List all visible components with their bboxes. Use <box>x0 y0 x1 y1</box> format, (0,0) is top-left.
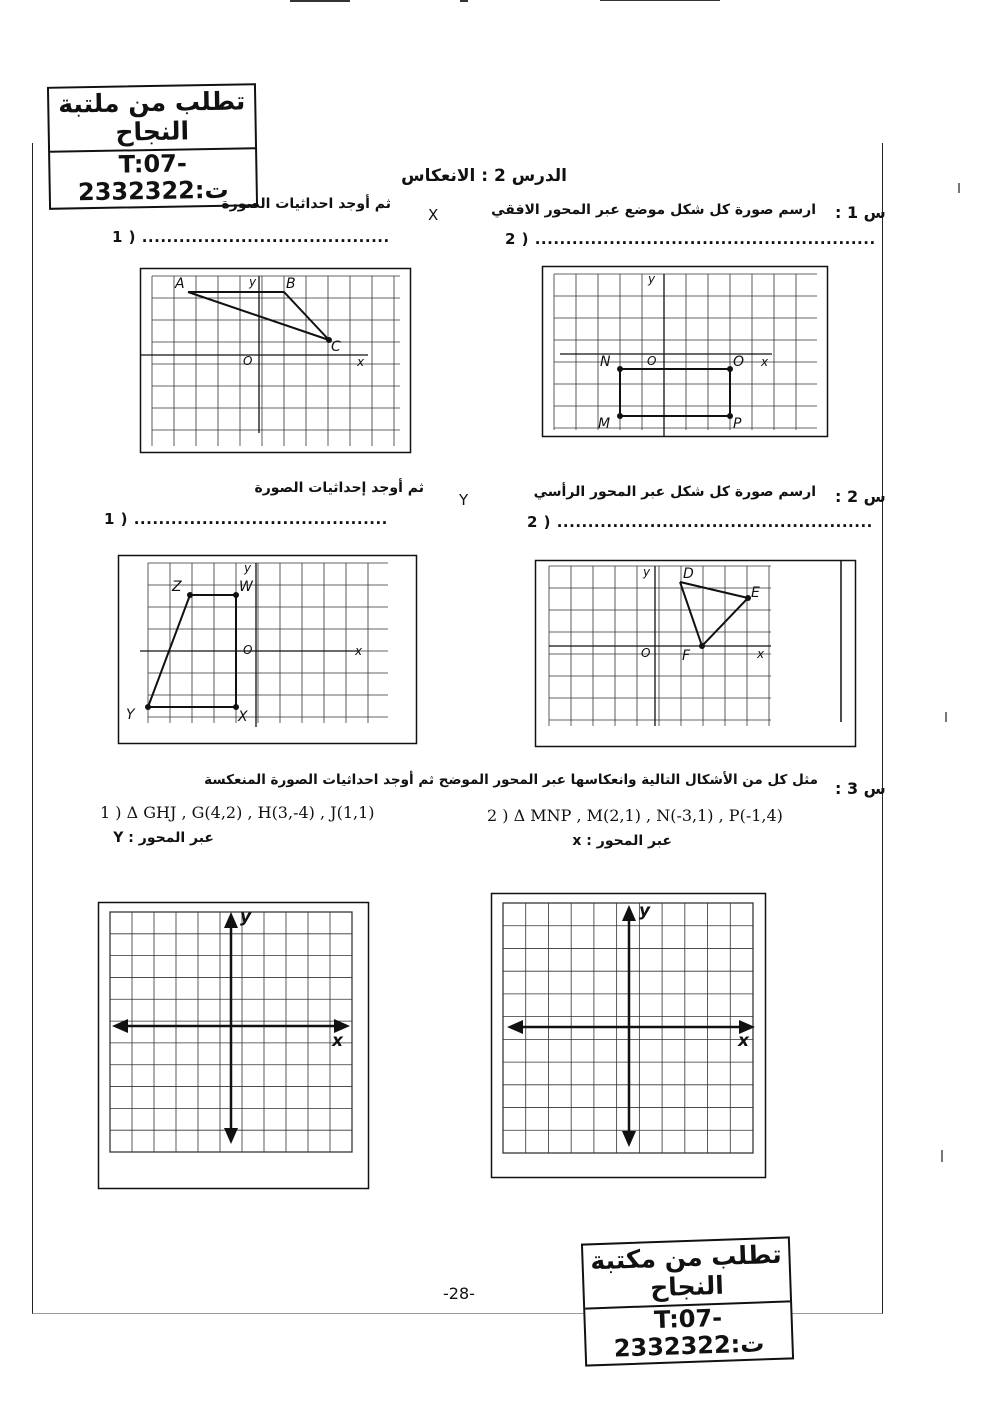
q1-then: ثم أوجد احداثيات الصورة <box>221 196 391 212</box>
q2-label: س 2 : <box>835 487 886 506</box>
point-m-dot <box>617 413 623 419</box>
x-axis-label: x <box>761 355 769 369</box>
point-b-label: B <box>286 276 296 292</box>
graph-border <box>99 903 369 1189</box>
scan-edge-mark <box>600 0 720 1</box>
point-d-label: D <box>683 566 694 582</box>
y-axis-label: y <box>244 561 252 575</box>
stamp-line-1: تطلب من ملتبة النجاح <box>49 85 255 152</box>
point-f-dot <box>699 643 705 649</box>
graph-border <box>543 267 828 437</box>
y-axis-label: y <box>249 275 257 289</box>
graph-border <box>536 561 856 747</box>
q1-axis: X <box>428 206 439 224</box>
point-f-label: F <box>682 648 691 664</box>
point-n-dot <box>617 366 623 372</box>
x-axis-label: x <box>355 644 363 658</box>
stamp-line-1: تطلب من مكتبة النجاح <box>583 1238 790 1309</box>
q2-answer-1: 1 ) ......................................... <box>104 510 388 528</box>
q1-answer-2: 2 ) ....................................................... <box>505 230 876 248</box>
y-axis-up-arrow <box>224 912 238 928</box>
x-axis-label: x <box>738 1031 749 1051</box>
scan-edge-mark <box>290 0 350 2</box>
q1-graph-1 <box>140 268 412 454</box>
point-o-label: O <box>733 354 745 370</box>
scan-speck <box>945 712 947 722</box>
x-axis-label: x <box>357 355 365 369</box>
grid-lines <box>554 274 817 430</box>
point-w-label: W <box>239 579 253 595</box>
y-axis-label: y <box>240 907 252 927</box>
point-p-label: P <box>733 416 742 432</box>
y-axis-down-arrow <box>224 1128 238 1144</box>
q3-graph-1 <box>98 902 370 1190</box>
y-axis-label: y <box>648 272 656 286</box>
point-z-label: Z <box>172 579 182 595</box>
q2-answer-2: 2 ) ................................................... <box>527 513 873 531</box>
scan-edge-mark <box>460 0 468 2</box>
point-y-label: Y <box>126 707 135 723</box>
point-m-label: M <box>598 416 611 432</box>
stamp-line-2: T:07-2332322:ت <box>613 1303 765 1363</box>
point-z-dot <box>187 592 193 598</box>
q3-item-2-axis: عبر المحور : x <box>572 833 672 849</box>
library-stamp-bottom <box>581 1236 794 1366</box>
q2-axis: Y <box>459 491 469 509</box>
library-stamp-top <box>47 83 258 209</box>
q2-graph-2 <box>535 560 857 748</box>
q3-label: س 3 : <box>835 779 886 798</box>
y-axis-label: y <box>643 565 651 579</box>
lesson-title: الدرس 2 : الانعكاس <box>401 166 567 186</box>
rectangle-nomp <box>620 369 730 416</box>
scan-speck <box>958 183 960 193</box>
q2-then: ثم أوجد إحداثيات الصورة <box>254 480 424 496</box>
q3-instruction: مثل كل من الأشكال التالية وانعكاسها عبر المحور الموضح ثم أوجد احداثيات الصورة المنعكسة <box>204 772 818 788</box>
point-x-label: X <box>238 709 248 725</box>
origin-label: O <box>641 646 651 660</box>
triangle-def <box>680 582 748 646</box>
y-axis-up-arrow <box>622 905 636 921</box>
q1-answer-1: 1 ) ........................................ <box>112 228 390 246</box>
q1-graph-2 <box>542 266 829 438</box>
q3-item-2: 2 ) Δ MNP , M(2,1) , N(-3,1) , P(-1,4) <box>487 806 783 825</box>
x-axis-left-arrow <box>507 1020 523 1034</box>
point-e-label: E <box>751 585 760 601</box>
q3-item-1-axis: عبر المحور : Y <box>113 830 214 846</box>
q2-instruction: ارسم صورة كل شكل عبر المحور الرأسي <box>533 484 816 500</box>
q2-graph-1 <box>118 555 418 745</box>
point-n-label: N <box>600 354 611 370</box>
q3-graph-2 <box>491 893 767 1179</box>
point-c-label: C <box>331 339 341 355</box>
y-axis-down-arrow <box>622 1131 636 1147</box>
x-axis-label: x <box>757 647 765 661</box>
point-a-label: A <box>175 276 185 292</box>
origin-label: O <box>243 354 253 368</box>
graph-border <box>141 269 411 453</box>
q3-item-1: 1 ) Δ GHJ , G(4,2) , H(3,-4) , J(1,1) <box>100 803 375 822</box>
scan-speck <box>941 1150 943 1162</box>
origin-label: O <box>647 354 657 368</box>
point-y-dot <box>145 704 151 710</box>
stamp-line-2: T:07-2332322:ت <box>77 148 229 207</box>
x-axis-label: x <box>332 1031 343 1051</box>
grid-lines <box>148 563 388 723</box>
q1-instruction: ارسم صورة كل شكل موضع عبر المحور الافقي <box>491 202 816 218</box>
origin-label: O <box>243 643 253 657</box>
graph-border <box>119 556 417 744</box>
page-number: -28- <box>443 1284 475 1303</box>
q1-label: س 1 : <box>835 203 886 222</box>
y-axis-label: y <box>639 901 651 921</box>
